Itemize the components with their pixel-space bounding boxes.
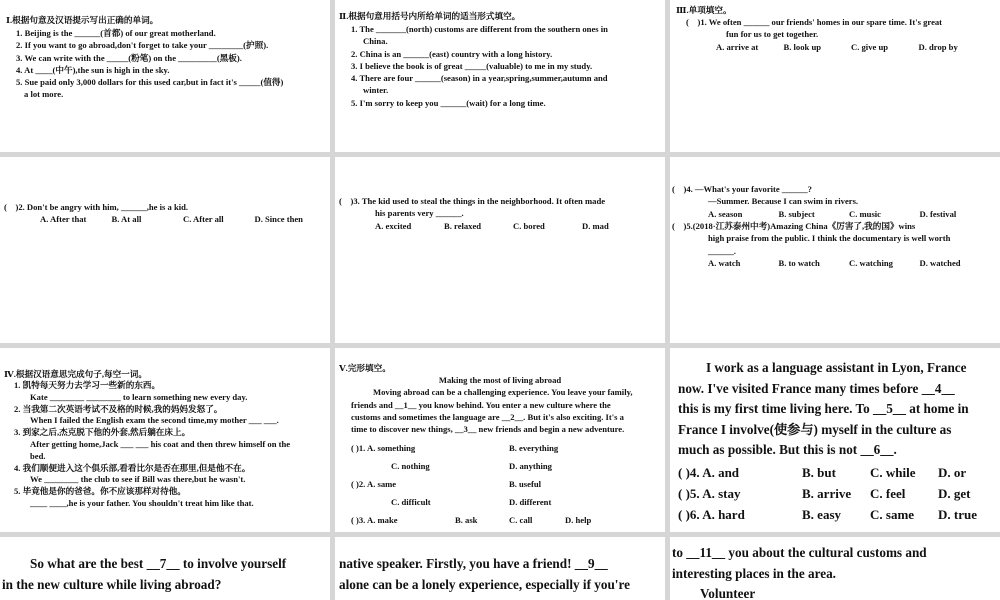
section-title: Ⅴ.完形填空。: [339, 363, 391, 373]
passage-line: Moving abroad can be a challenging experience. You leave your family,: [373, 387, 633, 398]
passage-line: now. I've visited France many times before __4__: [678, 380, 955, 396]
option-b: B. look up: [783, 41, 821, 52]
question-line: 5. 毕竟他是你的爸爸。你不应该那样对待他。: [14, 486, 186, 497]
option-a: A. season: [708, 208, 743, 219]
option-b: B. easy: [802, 506, 841, 522]
exercise-tile-3: [670, 0, 1000, 152]
passage-heading: Making the most of living abroad: [438, 375, 562, 385]
passage-line: in the new culture while living abroad?: [2, 576, 222, 592]
option-c: C. music: [849, 208, 881, 219]
option-b: B. but: [802, 464, 836, 480]
question-line: ( )2. Don't be angry with him, ______,he is a kid.: [4, 202, 189, 212]
passage-line: I work as a language assistant in Lyon, France: [706, 360, 967, 375]
question-line: ( )4. —What's your favorite ______?: [672, 184, 812, 194]
option-b: B. arrive: [802, 485, 852, 501]
question-line: ( )4. A. and: [678, 464, 740, 480]
passage-line: interesting places in the area.: [672, 565, 836, 581]
option-c: C. feel: [870, 485, 906, 501]
exercise-tile-5: [335, 157, 665, 343]
exercise-tile-10: [0, 537, 330, 600]
option-d: D. or: [938, 464, 967, 480]
question-line: 2. 当我第二次英语考试不及格的时候,我的妈妈发怒了。: [14, 403, 223, 414]
question-line: fun for us to get together.: [726, 29, 819, 40]
option-d: D. true: [938, 506, 977, 522]
passage-line: customs and sometimes the language are __2__. But it's also exciting. It's a: [351, 411, 624, 422]
option-b: B. At all: [111, 214, 142, 225]
passage-line: native speaker. Firstly, you have a friend! __9__: [339, 556, 608, 571]
exercise-tile-6: [670, 157, 1000, 343]
exercise-tile-9: [670, 348, 1000, 532]
question-line: ( )3. A. make: [351, 514, 398, 525]
question-line: 2. If you want to go abroad,don't forget to take your ________(护照).: [16, 40, 269, 51]
question-line: —Summer. Because I can swim in rivers.: [708, 196, 859, 207]
option-d: D. different: [509, 496, 552, 507]
passage-line: alone can be a lonely experience, especially if you're: [339, 576, 630, 592]
question-line: ( )6. A. hard: [678, 506, 745, 522]
option-d: D. help: [565, 514, 592, 525]
question-line: 1. 凯特每天努力去学习一些新的东西。: [14, 380, 161, 390]
option-d: D. watched: [919, 257, 961, 268]
question-line: 1. Beijing is the ______(首都) of our great motherland.: [16, 28, 216, 38]
option-c: C. watching: [849, 257, 893, 268]
question-line: China.: [363, 36, 388, 47]
question-line: ______.: [708, 245, 736, 256]
question-line: We ________ the club to see if Bill was there,but he wasn't.: [30, 474, 246, 485]
option-a: A. excited: [375, 220, 412, 231]
exercise-tile-2: [335, 0, 665, 152]
exercise-tile-7: [0, 348, 330, 532]
question-line: his parents very ______.: [375, 208, 464, 219]
question-line: ( )5. A. stay: [678, 485, 741, 501]
question-line: ____ ____,he is your father. You shouldn't treat him like that.: [30, 497, 254, 508]
option-c: C. same: [870, 506, 915, 522]
question-line: When I failed the English exam the second time,my mother ___ ___.: [30, 415, 279, 426]
option-b: B. subject: [778, 208, 815, 219]
passage-line: time to discover new things, __3__ new friends and begin a new adventure.: [351, 424, 625, 435]
passage-line: much as possible. But this is not __6__.: [678, 442, 897, 457]
option-a: A. arrive at: [716, 41, 759, 52]
option-b: B. useful: [509, 479, 541, 490]
question-line: 3. I believe the book is of great _____(valuable) to me in my study.: [351, 60, 593, 71]
passage-line: to __11__ you about the cultural customs and: [672, 545, 927, 560]
question-line: ( )1. A. something: [351, 443, 416, 454]
section-title: Ⅰ.根据句意及汉语提示写出正确的单词。: [6, 15, 159, 25]
option-c: C. After all: [183, 214, 224, 225]
option-c: C. give up: [851, 41, 889, 52]
section-title: Ⅱ.根据句意用括号内所给单词的适当形式填空。: [339, 11, 521, 21]
question-line: ( )2. A. same: [351, 479, 397, 490]
question-line: ( )5.(2018·江苏泰州中考)Amazing China《厉害了,我的国》wins: [672, 221, 916, 232]
question-line: a lot more.: [24, 89, 64, 100]
option-d: D. drop by: [918, 41, 958, 52]
question-line: 1. The _______(north) customs are different from the southern ones in: [351, 24, 608, 34]
question-line: 5. I'm sorry to keep you ______(wait) for a long time.: [351, 97, 546, 108]
option-a: A. watch: [708, 257, 741, 268]
option-c: C. while: [870, 464, 916, 480]
option-d: D. mad: [582, 220, 609, 231]
question-line: 5. Sue paid only 3,000 dollars for this used car,but in fact it's _____(值得): [16, 77, 284, 88]
question-line: winter.: [363, 85, 389, 96]
option-d: D. festival: [919, 208, 957, 219]
option-d: D. anything: [509, 461, 552, 472]
question-line: 4. 我们顺便进入这个俱乐部,看看比尔是否在那里,但是他不在。: [14, 462, 251, 473]
option-c: C. nothing: [391, 461, 430, 472]
question-line: 3. We can write with the _____(粉笔) on the _________(黑板).: [16, 52, 242, 63]
question-line: 4. There are four ______(season) in a year,spring,summer,autumn and: [351, 73, 608, 84]
passage-line: this is my first time living here. To __5__ at home in: [678, 401, 969, 416]
exercise-tile-4: [0, 157, 330, 343]
option-b: B. ask: [455, 514, 478, 525]
exercise-tile-8: [335, 348, 665, 532]
option-c: C. bored: [513, 220, 545, 231]
option-a: A. After that: [40, 214, 87, 225]
exercise-tile-1: [0, 0, 330, 152]
question-line: 3. 到家之后,杰克脱下他的外套,然后躺在床上。: [14, 427, 191, 438]
question-line: 4. At ____(中午),the sun is high in the sky.: [16, 64, 170, 75]
question-line: ( )1. We often ______ our friends' homes in our spare time. It's great: [686, 17, 943, 27]
option-b: B. everything: [509, 443, 559, 454]
passage-line: France I involve(使参与) myself in the culture as: [678, 421, 952, 437]
option-b: B. to watch: [778, 257, 820, 268]
passage-line: friends and __1__ you know behind. You enter a new culture where the: [351, 399, 611, 410]
question-line: After getting home,Jack ___ ___ his coat and then threw himself on the: [30, 438, 291, 449]
option-c: C. call: [509, 514, 533, 525]
question-line: 2. China is an ______(east) country with a long history.: [351, 48, 553, 59]
option-d: D. Since then: [254, 214, 303, 225]
section-title: Ⅳ.根据汉语意思完成句子,每空一词。: [4, 369, 147, 379]
section-title: Ⅲ.单项填空。: [676, 5, 732, 15]
option-d: D. get: [938, 485, 971, 501]
exercise-tile-12: [670, 537, 1000, 600]
question-line: ( )3. The kid used to steal the things in the neighborhood. It often made: [339, 196, 606, 206]
option-c: C. difficult: [391, 496, 431, 507]
passage-line: Volunteer: [700, 586, 756, 600]
passage-line: So what are the best __7__ to involve yourself: [30, 556, 287, 571]
exercise-tile-11: [335, 537, 665, 600]
question-line: Kate ________ ________ to learn something new every day.: [30, 391, 248, 402]
question-line: bed.: [30, 450, 46, 461]
option-b: B. relaxed: [444, 220, 482, 231]
question-line: high praise from the public. I think the documentary is well worth: [708, 233, 951, 244]
